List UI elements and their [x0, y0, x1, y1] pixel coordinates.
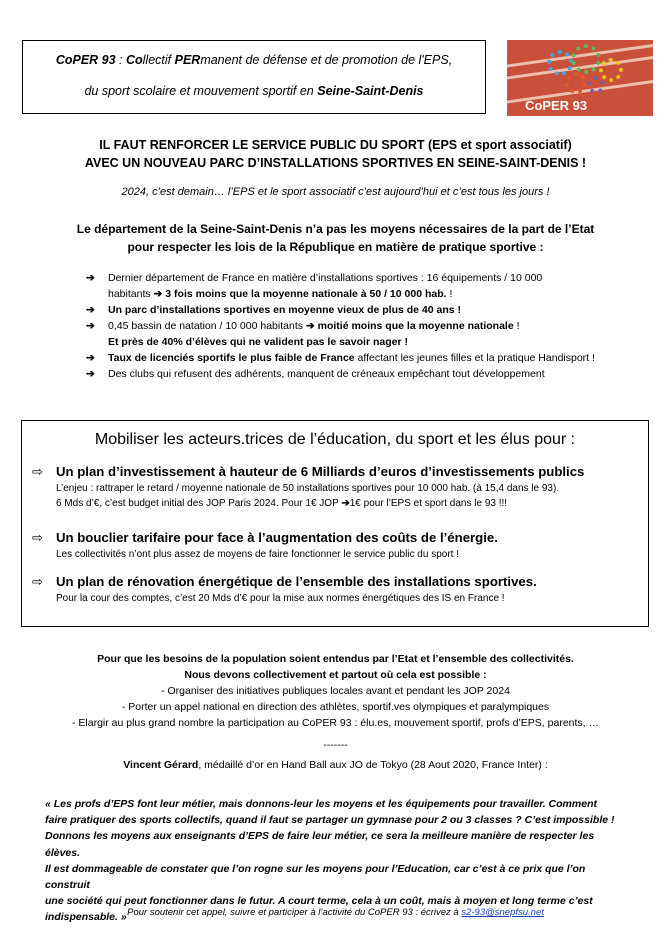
demand-1-body-2	[56, 496, 642, 511]
speaker-line	[0, 757, 671, 773]
footer	[0, 907, 671, 918]
header-per: PER	[174, 53, 201, 67]
arrow-outline-icon: ⇨	[32, 530, 43, 545]
main-title	[0, 136, 671, 172]
arrow-right-icon: ➔	[86, 368, 95, 380]
lead-paragraph	[0, 220, 671, 256]
demand-3-head: Un plan de rénovation énergétique de l’ensemble des installations sportives.	[56, 574, 537, 589]
quote-line-5: une société qui peut fonctionner dans le futur. A court terme, cela à un coût, mais à moyen et long terme c’est	[45, 895, 593, 908]
fact-1-d: !	[446, 288, 453, 300]
demand-1-body-2a: 6 Mds d’€, c’est budget initial des JOP Paris 2024. Pour 1€ JOP	[56, 498, 342, 509]
mobilise-box	[21, 420, 649, 627]
footer-text: Pour soutenir cet appel, suivre et participer à l’activité du CoPER 93 : écrivez à	[127, 907, 462, 918]
header-co: Co	[125, 53, 143, 67]
header-department: Seine-Saint-Denis	[317, 84, 424, 98]
fact-5: Des clubs qui refusent des adhérents, manquent de créneaux empêchant tout développement	[108, 368, 545, 380]
title-line-2: AVEC UN NOUVEAU PARC D’INSTALLATIONS SPORTIVES EN SEINE-SAINT-DENIS !	[84, 156, 587, 170]
cta-line-4: - Porter un appel national en direction des athlètes, sportif.ves olympiques et paralympiques	[121, 701, 550, 713]
mobilise-title: Mobiliser les acteurs.trices de l’éducation, du sport et les élus pour :	[94, 431, 576, 448]
quote-line-4: Il est dommageable de constater que l’on rogne sur les moyens pour l’Education, car c’est à ce prix que l’on construit	[45, 862, 586, 892]
header-sep: :	[115, 53, 126, 67]
fact-4-b: affectant les jeunes filles et la pratique Handisport !	[354, 352, 595, 364]
quote-line-2: faire pratiquer des sports collectifs, quand il faut se partager un gymnase pour 2 ou 3 classes ? C’est impossible !	[45, 814, 615, 827]
header-line-2	[23, 82, 485, 101]
demand-2-head: Un bouclier tarifaire pour face à l’augmentation des coûts de l’énergie.	[56, 530, 498, 545]
cta-line-1: Pour que les besoins de la population soient entendus par l’Etat et l’ensemble des collectivités.	[97, 653, 574, 665]
arrow-right-icon: ➔	[341, 498, 350, 509]
coper-logo	[507, 40, 653, 116]
demand-1-body	[56, 481, 642, 511]
demand-1-head: Un plan d’investissement à hauteur de 6 Milliards d’euros d’investissements publics	[56, 464, 585, 479]
header-llectif: llectif	[142, 53, 175, 67]
fact-1-c: 3 fois moins que la moyenne nationale à 50 / 10 000 hab.	[162, 288, 447, 300]
fact-3-b: moitié moins que la moyenne nationale	[314, 320, 514, 332]
fact-2: Un parc d’installations sportives en moyenne vieux de plus de 40 ans !	[108, 304, 462, 316]
header-line-1	[23, 51, 485, 70]
lead-line-2: pour respecter les lois de la République en matière de pratique sportive :	[127, 240, 544, 254]
quote-line-6: indispensable. »	[45, 911, 127, 924]
demand-1-body-1: L’enjeu : rattraper le retard / moyenne nationale de 50 installations sportives pour 10 000 hab. (à 15,4 dans le 93).	[56, 483, 560, 494]
org-name: CoPER 93	[55, 53, 116, 67]
arrow-right-icon: ➔	[86, 352, 95, 364]
header-line2-text: du sport scolaire et mouvement sportif en	[84, 84, 318, 98]
arrow-right-icon: ➔	[86, 272, 95, 284]
fact-3-d: Et près de 40% d’élèves qui ne valident pas le savoir nager !	[108, 336, 408, 348]
fact-3-a: 0,45 bassin de natation / 10 000 habitants	[108, 320, 306, 332]
list-item	[86, 318, 646, 350]
email-link[interactable]: s2-93@snepfsu.net	[461, 907, 544, 918]
header-box	[22, 40, 486, 114]
call-to-action	[0, 651, 671, 773]
header-rest: manent de défense et de promotion de l'EPS,	[200, 53, 453, 67]
list-item	[86, 270, 646, 302]
demand-1	[32, 463, 642, 511]
subtitle: 2024, c’est demain… l’EPS et le sport associatif c’est aujourd’hui et c’est tous les jours !	[121, 186, 550, 198]
speaker-name: Vincent Gérard	[123, 759, 199, 771]
fact-4-a: Taux de licenciés sportifs le plus faible de France	[108, 352, 355, 364]
demand-1-body-2b: 1€ pour l’EPS et sport dans le 93 !!!	[349, 498, 508, 509]
demand-3	[32, 573, 642, 606]
separator: -------	[323, 739, 348, 751]
list-item	[86, 350, 646, 366]
list-item	[86, 302, 646, 318]
demand-3-body: Pour la cour des comptes, c’est 20 Mds d’€ pour la mise aux normes énergétiques des IS en France !	[56, 593, 505, 604]
lead-line-1: Le département de la Seine-Saint-Denis n’a pas les moyens nécessaires de la part de l’Etat	[76, 222, 595, 236]
speaker-credentials: , médaillé d’or en Hand Ball aux JO de Tokyo (28 Aout 2020, France Inter) :	[198, 759, 548, 771]
cta-line-2: Nous devons collectivement et partout où cela est possible :	[184, 669, 487, 681]
cta-line-3: - Organiser des initiatives publiques locales avant et pendant les JOP 2024	[161, 685, 510, 697]
arrow-right-icon: ➔	[153, 288, 163, 300]
demand-2	[32, 529, 642, 562]
fact-1-b: habitants	[108, 288, 154, 300]
demand-2-body: Les collectivités n’ont plus assez de moyens de faire fonctionner le service public du sport !	[56, 549, 459, 560]
quote-line-1: « Les profs d’EPS font leur métier, mais donnons-leur les moyens et les équipements pour travailler. Comment	[45, 798, 597, 810]
logo-text: CoPER 93	[525, 98, 588, 113]
fact-3-c: !	[513, 320, 520, 332]
list-item	[86, 366, 646, 382]
arrow-right-icon: ➔	[305, 320, 315, 332]
arrow-right-icon: ➔	[86, 320, 95, 332]
quote-line-3: Donnons les moyens aux enseignants d’EPS de faire leur métier, ce sera la meilleure manière de respecter les élèves.	[45, 830, 595, 859]
arrow-outline-icon: ⇨	[32, 464, 43, 479]
facts-list	[86, 270, 646, 382]
arrow-outline-icon: ⇨	[32, 574, 43, 589]
arrow-right-icon: ➔	[86, 304, 95, 316]
fact-1-a: Dernier département de France en matière d’installations sportives : 16 équipements / 10 000	[108, 272, 543, 284]
title-line-1: IL FAUT RENFORCER LE SERVICE PUBLIC DU SPORT (EPS et sport associatif)	[99, 138, 572, 152]
cta-line-5: - Elargir au plus grand nombre la participation au CoPER 93 : élu.es, mouvement sportif, profs d’EPS, parents, …	[71, 717, 599, 729]
